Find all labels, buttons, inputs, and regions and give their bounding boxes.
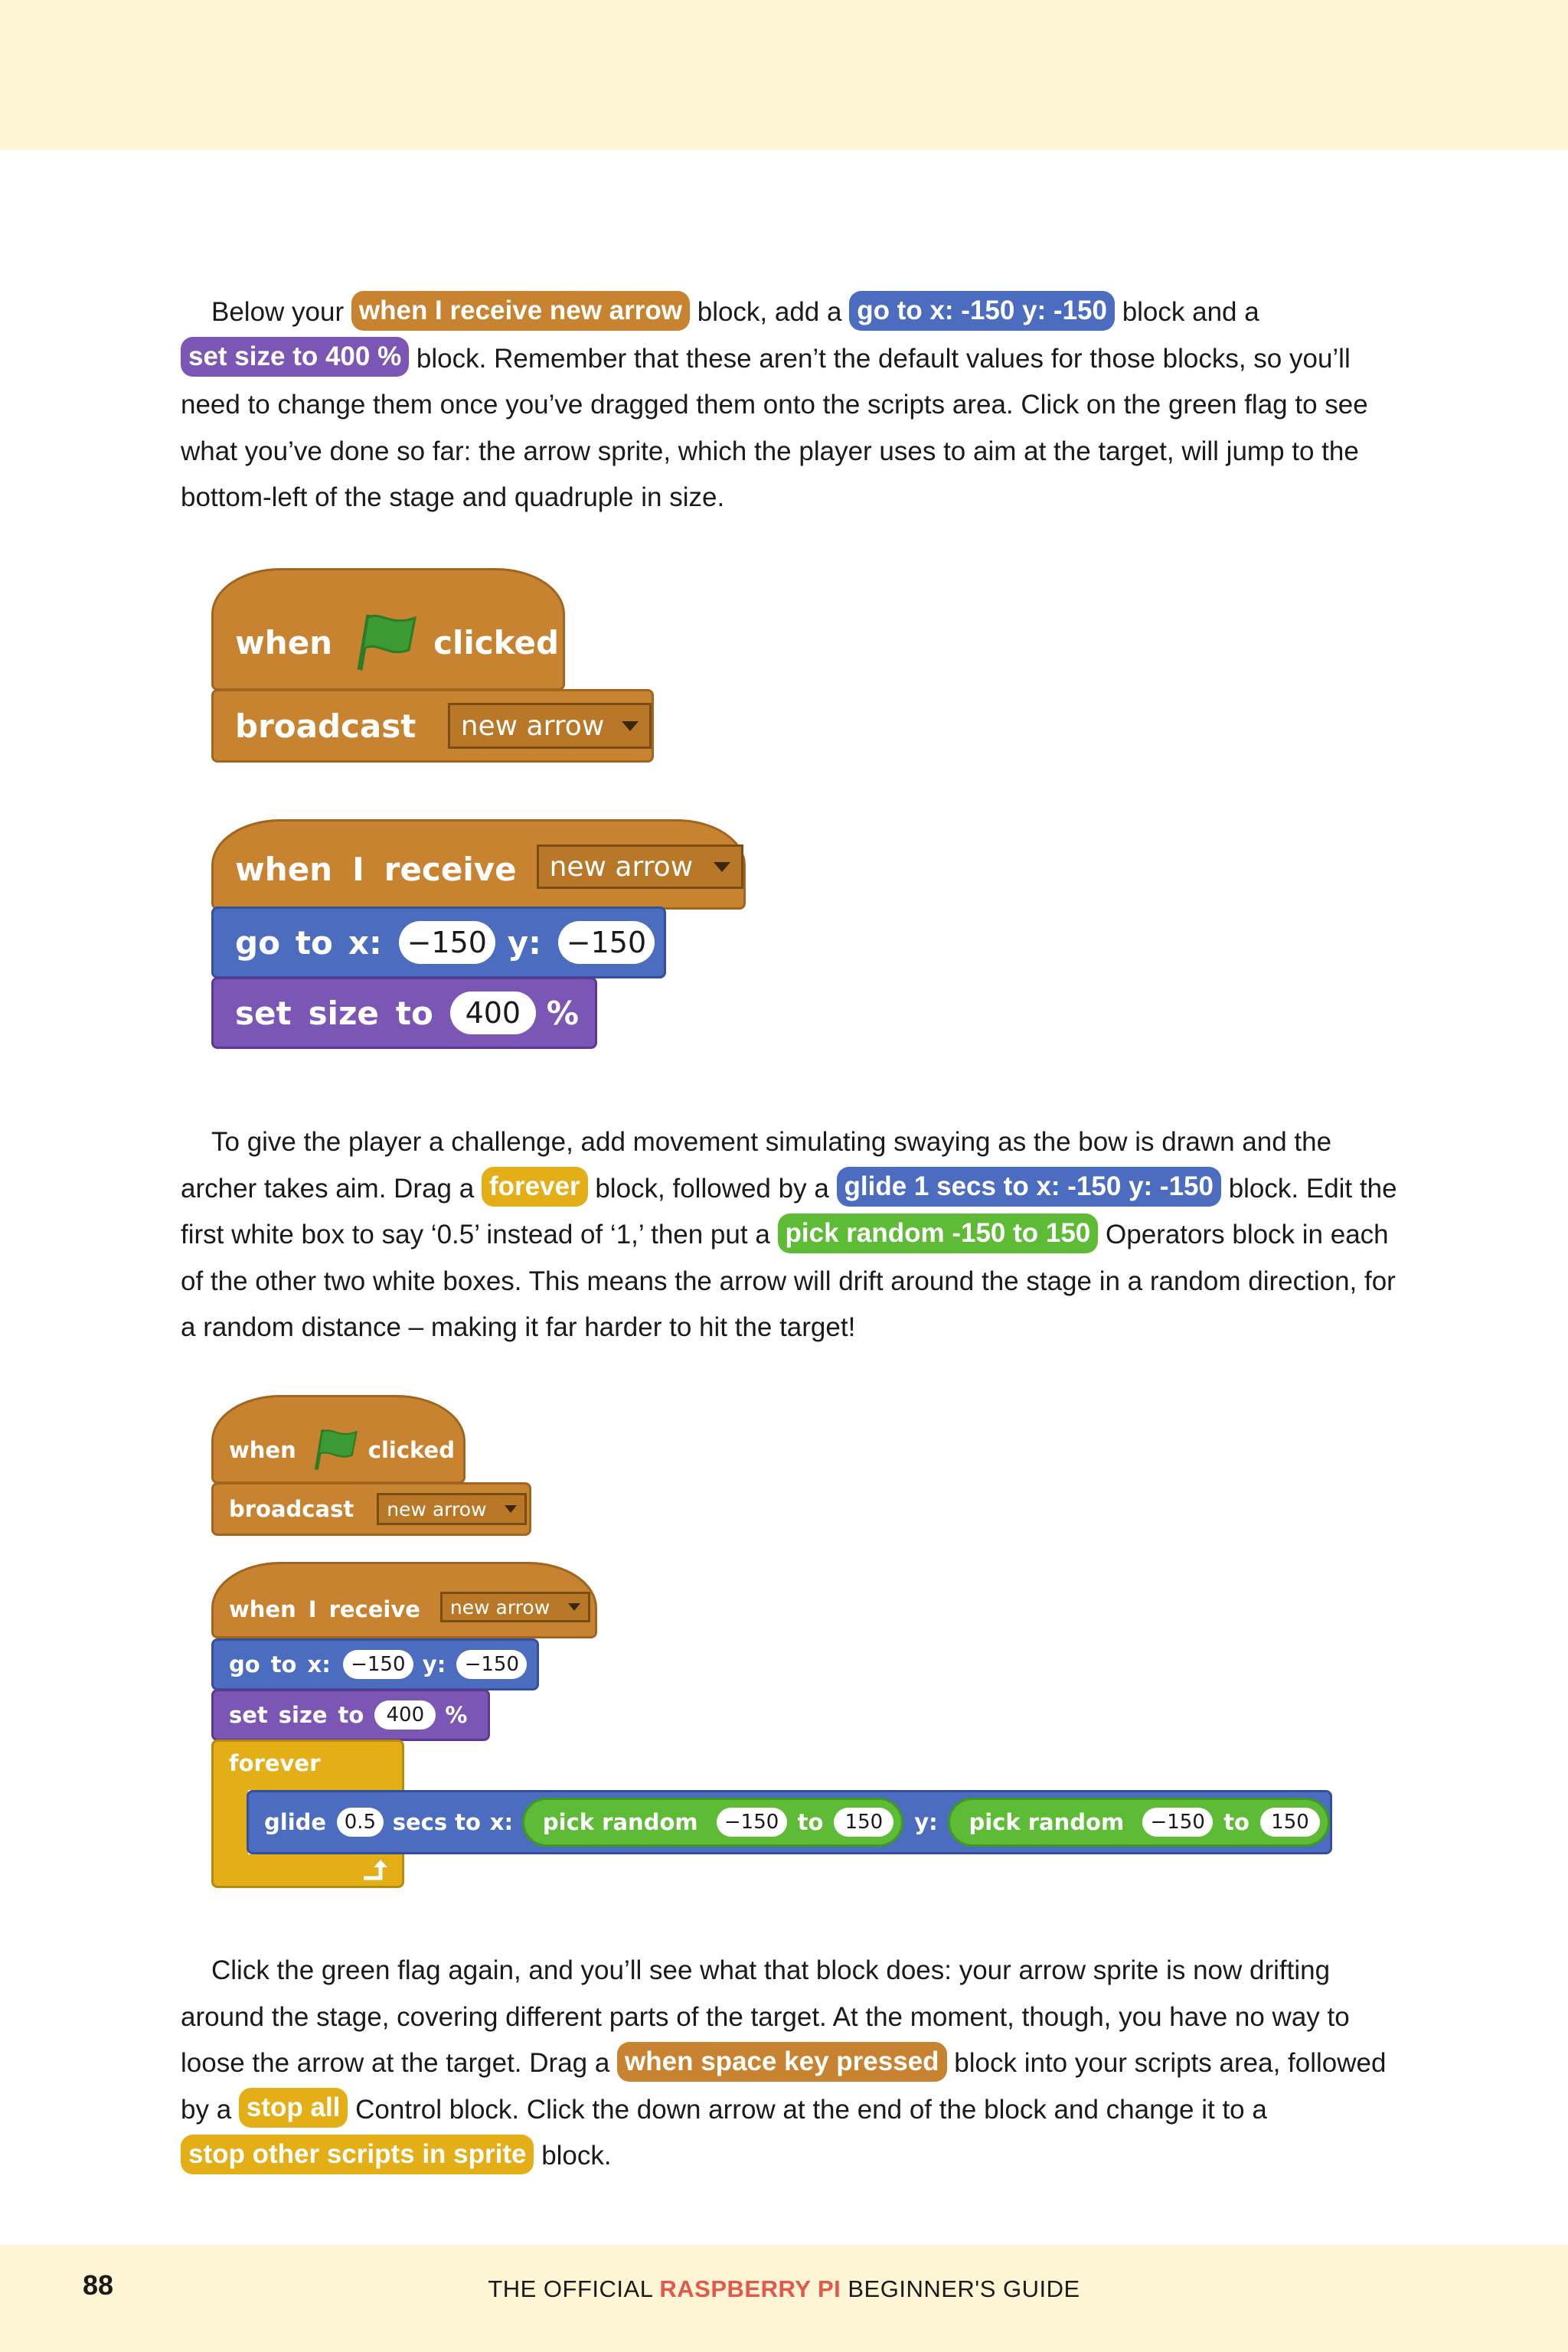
paragraph-2 [181,1119,1398,1351]
inline-block-glide: glide 1 secs to x: -150 y: -150 [837,1167,1221,1207]
text: block. [534,2141,612,2171]
go-label: go [235,923,280,962]
x-value-input[interactable]: −150 [399,921,495,964]
broadcast-label: broadcast [229,1496,354,1522]
dropdown-arrow-icon [505,1505,517,1513]
text: Operators block in each of the other two white boxes. This means the arrow will drift around the stage in a random direction, for a random distance – making it far harder to hit the target! [181,1220,1396,1342]
text: Below your [211,297,351,327]
inline-block-pick-random: pick random -150 to 150 [778,1214,1099,1253]
footer-title-suffix: BEGINNER'S GUIDE [841,2275,1080,2302]
i-label: I [352,851,364,888]
text: block. Edit the first white box to say ‘0.5’ instead of ‘1,’ then put a [181,1173,1397,1250]
forever-block-foot [211,1854,404,1888]
percent-label: % [546,994,579,1032]
inline-block-set-size: set size to 400 % [181,337,409,377]
text: Control block. Click the down arrow at the end of the block and change it to a [348,2094,1267,2125]
y-label: y: [914,1809,938,1835]
secs-to-label: secs to [392,1809,481,1835]
message-value: new arrow [387,1498,487,1521]
green-flag-icon [354,610,418,671]
message-dropdown[interactable] [448,703,652,749]
message-dropdown[interactable] [440,1592,590,1622]
to-label: to [1223,1809,1250,1835]
to-label: to [270,1651,297,1677]
receive-label: receive [328,1596,420,1622]
secs-value-input[interactable]: 0.5 [337,1808,384,1837]
size-value-input[interactable]: 400 [450,991,536,1034]
random-from-input[interactable]: −150 [717,1808,787,1837]
inline-block-go-to: go to x: -150 y: -150 [849,291,1115,331]
x-label: x: [307,1651,331,1677]
receive-label: receive [384,851,517,888]
go-to-xy-block [211,906,666,978]
broadcast-block [211,1482,531,1536]
size-label: size [278,1702,328,1728]
x-value-input[interactable]: −150 [343,1650,413,1679]
message-value: new arrow [449,1596,550,1619]
pick-random-x-block [522,1798,904,1847]
pick-random-label: pick random [542,1809,698,1835]
go-label: go [229,1651,260,1677]
i-label: I [308,1596,317,1622]
x-label: x: [489,1809,514,1835]
loop-arrow-icon [362,1858,393,1883]
set-size-block [211,1689,490,1741]
clicked-label: clicked [368,1437,455,1463]
broadcast-block [211,689,654,763]
to-label: to [797,1809,824,1835]
when-label: when [229,1596,296,1622]
text: block, followed by a [587,1173,837,1204]
set-label: set [235,994,292,1032]
inline-block-stop-all: stop all [239,2088,348,2128]
size-value-input[interactable]: 400 [374,1700,436,1730]
text: block, add a [690,297,850,327]
paragraph-1 [181,289,1398,521]
text: Click the green flag again, and you’ll see what that block does: your arrow sprite is now drifting around the stage, covering different parts of the target. At the moment, though, you have no way to loose the arrow at the target. Drag a [181,1955,1350,2078]
text: block into your scripts area, followed by a [181,2048,1387,2125]
message-dropdown[interactable] [537,844,743,889]
text: To give the player a challenge, add movement simulating swaying as the bow is drawn and the archer takes aim. Drag a [181,1127,1332,1204]
set-label: set [229,1702,268,1728]
dropdown-arrow-icon [568,1603,580,1611]
random-to-input[interactable]: 150 [834,1808,893,1837]
clicked-label: clicked [433,624,560,662]
percent-label: % [445,1702,468,1728]
message-value: new arrow [549,851,694,883]
message-dropdown[interactable] [377,1493,527,1525]
inline-block-when-space-key-pressed: when space key pressed [617,2042,947,2082]
when-flag-clicked-hat-block [211,1395,466,1484]
paragraph-3 [181,1948,1398,2180]
random-to-input[interactable]: 150 [1260,1808,1320,1837]
glide-block [247,1790,1332,1854]
to-label: to [338,1702,364,1728]
dropdown-arrow-icon [714,862,730,872]
y-label: y: [422,1651,446,1677]
footer-title-prefix: THE OFFICIAL [488,2275,660,2302]
header-band [0,0,1568,150]
x-label: x: [348,923,382,962]
text: block. Remember that these aren’t the default values for those blocks, so you’ll need to change them once you’ve dragged them onto the scripts area. Click on the green flag to see what you’ve done so far: the arrow sprite, which the player uses to aim at the target, will jump to the bottom-left of the stage and quadruple in size. [181,343,1368,512]
random-from-input[interactable]: −150 [1142,1808,1213,1837]
when-label: when [235,851,333,888]
inline-block-forever: forever [482,1167,588,1207]
size-label: size [308,994,379,1032]
y-value-input[interactable]: −150 [456,1650,527,1679]
dropdown-arrow-icon [622,721,639,731]
y-value-input[interactable]: −150 [558,921,655,964]
page-number: 88 [83,2269,114,2301]
text: block and a [1114,297,1259,327]
when-label: when [235,624,333,662]
pick-random-y-block [948,1798,1330,1847]
footer-book-title [0,2275,1568,2303]
to-label: to [395,994,433,1032]
set-size-block [211,977,597,1049]
footer-title-highlight: RASPBERRY PI [659,2275,841,2302]
go-to-xy-block [211,1638,539,1690]
green-flag-icon [312,1426,359,1471]
message-value: new arrow [460,710,605,742]
when-i-receive-hat-block [211,1562,597,1638]
broadcast-label: broadcast [235,707,416,745]
inline-block-stop-other-scripts: stop other scripts in sprite [181,2135,534,2174]
glide-label: glide [264,1809,327,1835]
when-i-receive-hat-block [211,819,746,910]
y-label: y: [507,923,541,962]
pick-random-label: pick random [969,1809,1125,1835]
forever-label: forever [229,1749,321,1776]
forever-block [211,1740,404,1790]
to-label: to [295,923,333,962]
when-flag-clicked-hat-block [211,568,565,691]
when-label: when [229,1437,296,1463]
inline-block-when-i-receive: when I receive new arrow [351,291,690,331]
